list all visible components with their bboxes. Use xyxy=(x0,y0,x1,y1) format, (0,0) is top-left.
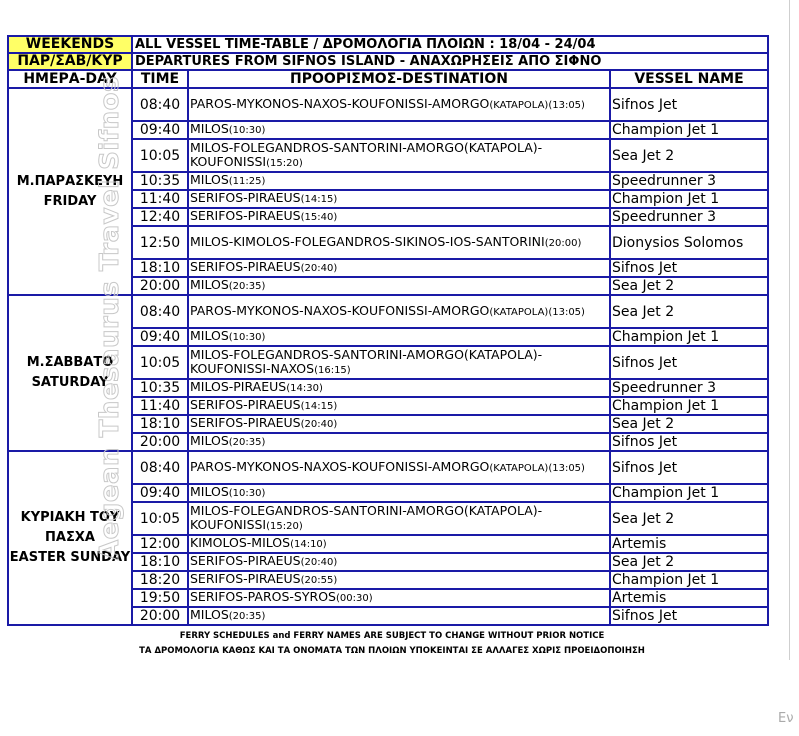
arrival-time: (20:40) xyxy=(300,557,338,568)
vessel-name: Sea Jet 2 xyxy=(610,415,768,433)
vessel-name: Sifnos Jet xyxy=(610,433,768,451)
arrival-time: (20:00) xyxy=(544,237,582,249)
destination-cell xyxy=(188,397,610,415)
arrival-time: (15:20) xyxy=(266,157,303,169)
destination-route: MILOS xyxy=(190,433,229,448)
arrival-time: (00:30) xyxy=(335,593,373,604)
departure-time: 08:40 xyxy=(132,88,188,121)
departure-time: 18:10 xyxy=(132,259,188,277)
destination-cell xyxy=(188,607,610,625)
title-line-1: ALL VESSEL TIME-TABLE / ΔΡΟΜΟΛΟΓΙΑ ΠΛΟΙΩΝ : 18/04 - 24/04 xyxy=(132,36,768,53)
day-cell xyxy=(8,451,132,625)
departure-time: 08:40 xyxy=(132,451,188,484)
destination-cell xyxy=(188,553,610,571)
timetable-body xyxy=(8,36,768,625)
arrival-time: (14:10) xyxy=(290,539,327,550)
vessel-name: Sea Jet 2 xyxy=(610,553,768,571)
departure-time: 20:00 xyxy=(132,607,188,625)
arrival-time: (10:30) xyxy=(228,125,266,136)
departure-time: 09:40 xyxy=(132,484,188,502)
destination-cell xyxy=(188,139,610,172)
col-header-time: TIME xyxy=(132,70,188,88)
destination-cell xyxy=(188,451,610,484)
vessel-name: Sifnos Jet xyxy=(610,88,768,121)
destination-cell xyxy=(188,535,610,553)
arrival-time: (20:40) xyxy=(300,419,338,430)
vessel-name: Sea Jet 2 xyxy=(610,502,768,535)
day-greek: Μ.ΠΑΡΑΣΚΕΥΗ xyxy=(16,173,124,189)
departure-time: 10:35 xyxy=(132,379,188,397)
vessel-name: Sea Jet 2 xyxy=(610,139,768,172)
destination-route: MILOS xyxy=(190,277,229,292)
vessel-name: Speedrunner 3 xyxy=(610,172,768,190)
destination-cell xyxy=(188,379,610,397)
weekends-label: WEEKENDS xyxy=(8,36,132,53)
arrival-time: (16:15) xyxy=(314,364,351,376)
arrival-time: (15:40) xyxy=(300,212,338,223)
arrival-time: (20:55) xyxy=(300,575,338,586)
timetable xyxy=(7,35,769,626)
destination-cell xyxy=(188,571,610,589)
arrival-time: (14:15) xyxy=(300,194,338,205)
destination-cell xyxy=(188,295,610,328)
destination-cell xyxy=(188,208,610,226)
destination-cell xyxy=(188,190,610,208)
departure-time: 10:35 xyxy=(132,172,188,190)
departure-time: 18:20 xyxy=(132,571,188,589)
footnote-english: FERRY SCHEDULES and FERRY NAMES ARE SUBJECT TO CHANGE WITHOUT PRIOR NOTICE xyxy=(179,631,605,641)
destination-route: SERIFOS-PIRAEUS xyxy=(190,571,301,586)
destination-route: SERIFOS-PAROS-SYROS xyxy=(190,589,336,604)
destination-route: MILOS xyxy=(190,484,229,499)
destination-route: SERIFOS-PIRAEUS xyxy=(190,553,301,568)
day-english: EASTER SUNDAY xyxy=(9,550,131,565)
destination-route: MILOS xyxy=(190,172,229,187)
day-cell xyxy=(8,88,132,295)
departure-time: 18:10 xyxy=(132,415,188,433)
destination-route: KIMOLOS-MILOS xyxy=(190,535,291,550)
destination-cell xyxy=(188,259,610,277)
arrival-time: (20:35) xyxy=(228,281,266,292)
destination-route: MILOS-FOLEGANDROS-SANTORINI-AMORGO(KATAPOLA)-KOUFONISSI-NAXOS xyxy=(190,346,543,376)
destination-cell xyxy=(188,415,610,433)
watermark-text: Aegean Thesaurus Travel Sifnos xyxy=(95,76,125,560)
destination-route: PAROS-MYKONOS-NAXOS-KOUFONISSI-AMORGO xyxy=(190,95,490,111)
vessel-name: Dionysios Solomos xyxy=(610,226,768,259)
departure-time: 10:05 xyxy=(132,346,188,379)
vessel-name: Champion Jet 1 xyxy=(610,328,768,346)
destination-cell xyxy=(188,88,610,121)
departure-time: 10:05 xyxy=(132,139,188,172)
destination-cell xyxy=(188,589,610,607)
destination-route: MILOS-KIMOLOS-FOLEGANDROS-SIKINOS-IOS-SANTORINI xyxy=(190,233,545,249)
timetable-sheet xyxy=(7,35,767,659)
vessel-name: Champion Jet 1 xyxy=(610,397,768,415)
destination-route: MILOS-PIRAEUS xyxy=(190,379,287,394)
footnote-greek: ΤΑ ΔΡΟΜΟΛΟΓΙΑ ΚΑΘΩΣ ΚΑΙ ΤΑ ΟΝΟΜΑΤΑ ΤΩΝ ΠΛΟΙΩΝ ΥΠΟΚΕΙΝΤΑΙ ΣΕ ΑΛΛΑΓΕΣ ΧΩΡΙΣ ΠΡΟΕΙΔΟΠΟΙΗΣΗ xyxy=(139,646,645,656)
vessel-name: Artemis xyxy=(610,589,768,607)
vessel-name: Speedrunner 3 xyxy=(610,208,768,226)
page-edge-line xyxy=(789,0,790,660)
destination-route: MILOS xyxy=(190,607,229,622)
destination-cell xyxy=(188,502,610,535)
corner-text: Εν xyxy=(778,711,794,726)
departure-time: 10:05 xyxy=(132,502,188,535)
arrival-time: (20:40) xyxy=(300,263,338,274)
destination-route: SERIFOS-PIRAEUS xyxy=(190,397,301,412)
arrival-time: (14:15) xyxy=(300,401,338,412)
col-header-day: ΗΜΕΡΑ-DAY xyxy=(8,70,132,88)
destination-cell xyxy=(188,346,610,379)
col-header-destination: ΠΡΟΟΡΙΣΜΟΣ-DESTINATION xyxy=(188,70,610,88)
destination-cell xyxy=(188,172,610,190)
day-english: SATURDAY xyxy=(31,375,109,390)
destination-route: SERIFOS-PIRAEUS xyxy=(190,259,301,274)
destination-route: PAROS-MYKONOS-NAXOS-KOUFONISSI-AMORGO xyxy=(190,302,490,318)
day-greek: ΚΥΡΙΑΚΗ ΤΟΥ ΠΑΣΧΑ xyxy=(20,510,120,545)
vessel-name: Champion Jet 1 xyxy=(610,484,768,502)
departure-time: 12:50 xyxy=(132,226,188,259)
departure-time: 11:40 xyxy=(132,190,188,208)
vessel-name: Champion Jet 1 xyxy=(610,571,768,589)
departure-time: 12:40 xyxy=(132,208,188,226)
destination-cell xyxy=(188,328,610,346)
departure-time: 12:00 xyxy=(132,535,188,553)
arrival-time: (14:30) xyxy=(286,383,323,394)
departure-time: 20:00 xyxy=(132,433,188,451)
vessel-name: Sifnos Jet xyxy=(610,607,768,625)
destination-cell xyxy=(188,121,610,139)
destination-cell xyxy=(188,226,610,259)
arrival-time: (20:35) xyxy=(228,611,266,622)
schedule-row xyxy=(8,451,768,484)
header-row-2 xyxy=(8,53,768,70)
schedule-row xyxy=(8,295,768,328)
vessel-name: Sifnos Jet xyxy=(610,451,768,484)
schedule-row xyxy=(8,88,768,121)
destination-cell xyxy=(188,277,610,295)
arrival-time: (KATAPOLA)(13:05) xyxy=(489,306,585,318)
destination-cell xyxy=(188,484,610,502)
arrival-time: (20:35) xyxy=(228,437,266,448)
day-cell xyxy=(8,295,132,451)
vessel-name: Speedrunner 3 xyxy=(610,379,768,397)
departure-time: 20:00 xyxy=(132,277,188,295)
footnotes xyxy=(17,629,767,659)
destination-route: MILOS-FOLEGANDROS-SANTORINI-AMORGO(KATAPOLA)-KOUFONISSI xyxy=(190,139,543,169)
departure-time: 09:40 xyxy=(132,121,188,139)
vessel-name: Sea Jet 2 xyxy=(610,295,768,328)
arrival-time: (KATAPOLA)(13:05) xyxy=(489,462,585,474)
vessel-name: Artemis xyxy=(610,535,768,553)
vessel-name: Sifnos Jet xyxy=(610,259,768,277)
departure-time: 19:50 xyxy=(132,589,188,607)
vessel-name: Champion Jet 1 xyxy=(610,190,768,208)
destination-route: MILOS-FOLEGANDROS-SANTORINI-AMORGO(KATAPOLA)-KOUFONISSI xyxy=(190,502,543,532)
destination-route: MILOS xyxy=(190,328,229,343)
departure-time: 09:40 xyxy=(132,328,188,346)
destination-route: SERIFOS-PIRAEUS xyxy=(190,415,301,430)
col-header-vessel: VESSEL NAME xyxy=(610,70,768,88)
vessel-name: Sea Jet 2 xyxy=(610,277,768,295)
arrival-time: (KATAPOLA)(13:05) xyxy=(489,99,585,111)
day-greek: Μ.ΣΑΒΒΑΤΟ xyxy=(26,355,114,370)
destination-route: PAROS-MYKONOS-NAXOS-KOUFONISSI-AMORGO xyxy=(190,458,490,474)
header-row-1 xyxy=(8,36,768,53)
day-english: FRIDAY xyxy=(43,193,97,209)
destination-route: SERIFOS-PIRAEUS xyxy=(190,190,301,205)
column-header-row xyxy=(8,70,768,88)
arrival-time: (10:30) xyxy=(228,488,266,499)
arrival-time: (15:20) xyxy=(266,520,303,532)
destination-route: SERIFOS-PIRAEUS xyxy=(190,208,301,223)
arrival-time: (11:25) xyxy=(228,176,266,187)
destination-route: MILOS xyxy=(190,121,229,136)
title-line-2: DEPARTURES FROM SIFNOS ISLAND - ΑΝΑΧΩΡΗΣΕΙΣ ΑΠΟ ΣΙΦΝΟ xyxy=(132,53,768,70)
vessel-name: Champion Jet 1 xyxy=(610,121,768,139)
destination-cell xyxy=(188,433,610,451)
departure-time: 18:10 xyxy=(132,553,188,571)
days-abbr-label: ΠΑΡ/ΣΑΒ/ΚΥΡ xyxy=(8,53,132,70)
departure-time: 11:40 xyxy=(132,397,188,415)
departure-time: 08:40 xyxy=(132,295,188,328)
arrival-time: (10:30) xyxy=(228,332,266,343)
vessel-name: Sifnos Jet xyxy=(610,346,768,379)
